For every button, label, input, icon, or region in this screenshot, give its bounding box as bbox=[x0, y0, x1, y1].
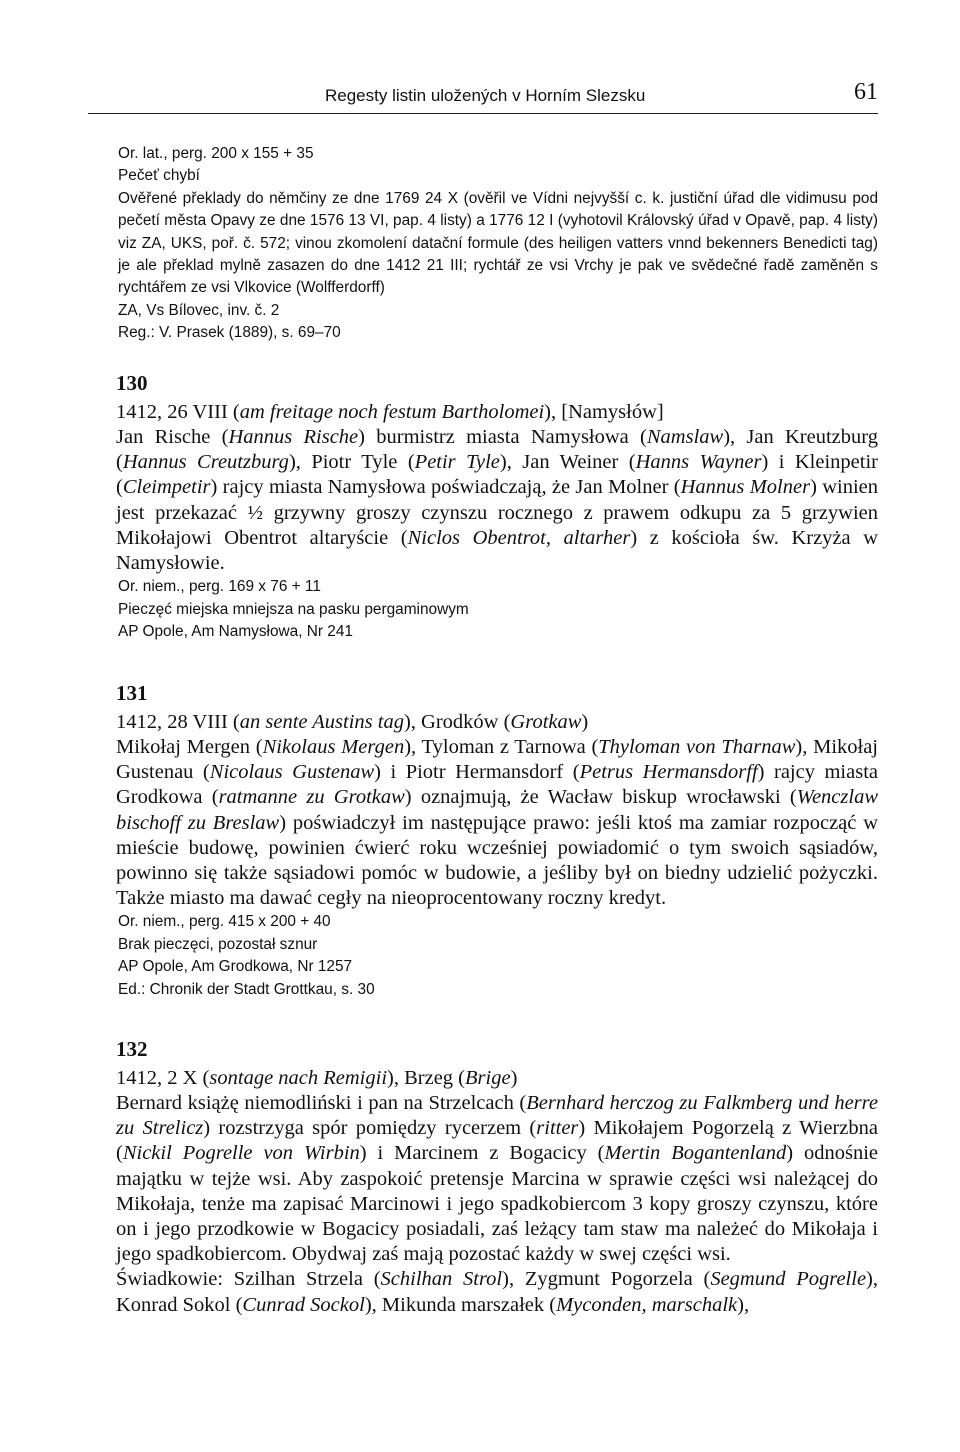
regest-paragraph bbox=[116, 1091, 878, 1267]
entry-132 bbox=[88, 1036, 878, 1318]
text-run: Mikołaj Mergen ( bbox=[116, 736, 263, 758]
entry-number: 131 bbox=[116, 681, 148, 705]
italic-term: ritter bbox=[536, 1117, 579, 1140]
running-header bbox=[88, 79, 878, 112]
text-run: ) z kościoła św. Krzyża w Namysłowie. bbox=[116, 526, 878, 575]
note-line: Or. lat., perg. 200 x 155 + 35 bbox=[118, 145, 314, 162]
regest-text bbox=[116, 735, 878, 911]
italic-term: Namslaw bbox=[646, 426, 724, 448]
text-run: ), bbox=[737, 1293, 750, 1316]
header-rule bbox=[88, 113, 878, 114]
entry-date: 1412, 2 X (sontage nach Remigii), Brzeg (Brige) bbox=[116, 1067, 518, 1089]
text-run: ) winien jest przekazać ½ grzywny groszy czynszu rocznego z prawem odkupu za 5 grzywien Mikołajowi Obentrot altaryście ( bbox=[116, 476, 879, 549]
italic-term: Myconden, marschalk bbox=[556, 1293, 738, 1316]
regest-paragraph bbox=[116, 425, 878, 576]
note-line: Or. niem., perg. 169 x 76 + 11 bbox=[118, 578, 321, 596]
italic-term: Schilhan Strol bbox=[380, 1268, 503, 1291]
italic-term: Bernhard herczog zu Falkmberg und herre zu Strelicz bbox=[116, 1092, 878, 1140]
entry-notes bbox=[118, 576, 878, 643]
italic-term: Niclos Obentrot, altarher bbox=[407, 526, 631, 549]
note-line: Brak pieczęci, pozostał sznur bbox=[118, 935, 318, 953]
text-run: ) rajcy miasta Namysłowa poświadczają, że Jan Molner ( bbox=[210, 476, 681, 499]
text-run: ), Tyloman z Tarnowa ( bbox=[404, 736, 599, 758]
note-line: AP Opole, Am Namysłowa, Nr 241 bbox=[118, 623, 353, 641]
entry-number: 132 bbox=[116, 1037, 148, 1061]
text-run: ) i Marcinem z Bogacicy ( bbox=[359, 1142, 605, 1165]
text-run: ), Konrad Sokol ( bbox=[116, 1268, 878, 1316]
entry-date: 1412, 26 VIII (am freitage noch festum Bartholomei), [Namysłów] bbox=[116, 401, 664, 423]
note-line: Ed.: Chronik der Stadt Grottkau, s. 30 bbox=[118, 980, 375, 998]
text-run: Jan Rische ( bbox=[116, 426, 229, 448]
text-run: ), Mikunda marszałek ( bbox=[364, 1293, 557, 1316]
text-run: ) i Piotr Hermansdorf ( bbox=[374, 761, 580, 784]
italic-term: Wenczlaw bischoff zu Breslaw bbox=[116, 786, 878, 834]
italic-term: Hanns Wayner bbox=[635, 451, 762, 474]
italic-term: Thyloman von Tharnaw bbox=[598, 736, 796, 758]
text-run: Bernard książę niemodliński i pan na Strzelcach ( bbox=[116, 1092, 527, 1114]
text-run: ), Jan Weiner ( bbox=[499, 451, 636, 474]
regest-paragraph bbox=[116, 735, 878, 911]
text-run: ), Piotr Tyle ( bbox=[288, 451, 415, 474]
text-run: ) rajcy miasta Grodkowa ( bbox=[116, 761, 878, 809]
entry-130 bbox=[88, 370, 878, 643]
italic-term: Cleimpetir bbox=[122, 476, 211, 499]
entry-notes bbox=[118, 911, 878, 1001]
note-line: Or. niem., perg. 415 x 200 + 40 bbox=[118, 913, 331, 931]
text-run: ), Jan Kreutzburg ( bbox=[116, 426, 878, 474]
entry-date: 1412, 28 VIII (an sente Austins tag), Grodków (Grotkaw) bbox=[116, 711, 589, 733]
italic-term: Nicolaus Gustenaw bbox=[209, 761, 375, 784]
text-run: ) rozstrzyga spór pomiędzy rycerzem ( bbox=[203, 1117, 537, 1140]
italic-term: ratmanne zu Grotkaw bbox=[218, 786, 405, 809]
note-line: AP Opole, Am Grodkowa, Nr 1257 bbox=[118, 958, 353, 976]
italic-term: Nickil Pogrelle von Wirbin bbox=[122, 1142, 360, 1165]
text-run: ), Zygmunt Pogorzela ( bbox=[502, 1268, 711, 1291]
text-run: ), Mikołaj Gustenau ( bbox=[116, 736, 879, 784]
regest-text bbox=[116, 425, 878, 576]
running-title: Regesty listin uložených v Horním Slezsku bbox=[325, 86, 646, 105]
italic-term: Mertin Bogantenland bbox=[604, 1142, 787, 1165]
entry-number: 130 bbox=[116, 371, 148, 395]
italic-term: Petir Tyle bbox=[414, 451, 500, 474]
page-number: 61 bbox=[854, 79, 878, 105]
italic-term: Nikolaus Mergen bbox=[262, 736, 405, 758]
previous-entry-notes bbox=[118, 143, 878, 345]
note-paragraph: Ověřené překlady do němčiny ze dne 1769 24 X (ověřil ve Vídni nejvyšší c. k. justiční úřad dle vidimusu pod pečetí města Opavy ze dne 1576 13 VI, pap. 4 listy) a 1776 12 I (vyhotovil Královský úřad v Opavě, pap. 4 listy) viz ZA, UKS, poř. č. 572; vinou zkomolení datační formule (des heiligen vatters vnnd bekenners Benedicti tag) je ale překlad mylně zasazen do dne 1412 21 III; rychtář ze vsi Vrchy je pak ve svědečné řadě zaměněn s rychtářem ze vsi Vlkovice (Wolfferdorff) bbox=[118, 189, 878, 297]
note-line: Reg.: V. Prasek (1889), s. 69–70 bbox=[118, 324, 341, 342]
italic-term: Cunrad Sockol bbox=[242, 1293, 365, 1316]
italic-term: Hannus Creutzburg bbox=[122, 451, 289, 474]
italic-term: Hannus Molner bbox=[680, 476, 811, 499]
text-run: Świadkowie: Szilhan Strzela ( bbox=[116, 1268, 381, 1291]
italic-term: Hannus Rische bbox=[228, 426, 359, 448]
witnesses-paragraph bbox=[116, 1267, 878, 1317]
text-run: ) i Kleinpetir ( bbox=[116, 451, 878, 499]
text-run: ) burmistrz miasta Namysłowa ( bbox=[358, 426, 647, 448]
text-run: ) Mikołajem Pogorzelą z Wierzbna ( bbox=[116, 1117, 878, 1165]
entry-131 bbox=[88, 680, 878, 1001]
text-run: ) poświadczył im następujące prawo: jeśli ktoś ma zamiar rozpocząć w mieście budowę, powinien ćwierć roku wcześniej powiadomić o tym swoich sąsiadów, powinno się także sąsiadowi pomóc w budowie, a jeśliby był on biedny udzielić pożyczki. Także miasto ma dawać cegły na nieoprocentowany roczny kredyt. bbox=[116, 811, 879, 910]
note-line: Pieczęć miejska mniejsza na pasku pergaminowym bbox=[118, 600, 469, 618]
note-line: ZA, Vs Bílovec, inv. č. 2 bbox=[118, 301, 280, 319]
note-line: Pečeť chybí bbox=[118, 167, 200, 185]
text-run: ) oznajmują, że Wacław biskup wrocławski ( bbox=[404, 786, 797, 809]
italic-term: Petrus Hermansdorff bbox=[579, 761, 758, 784]
text-run: ) odnośnie majątku w tejże wsi. Aby zaspokoić pretensje Marcina w sprawie części wsi należącej do Mikołaja, tenże ma zapisać Marcinowi i jego spadkobiercom 3 kopy groszy czynszu, które on i jego przodkowie w Bogacicy posiadali, zaś leżący tam staw ma należeć do Mikołaja i jego spadkobiercom. Obydwaj zaś mają pozostać każdy w swej części wsi. bbox=[116, 1142, 879, 1266]
italic-term: Segmund Pogrelle bbox=[710, 1268, 867, 1291]
regest-text bbox=[116, 1091, 878, 1318]
